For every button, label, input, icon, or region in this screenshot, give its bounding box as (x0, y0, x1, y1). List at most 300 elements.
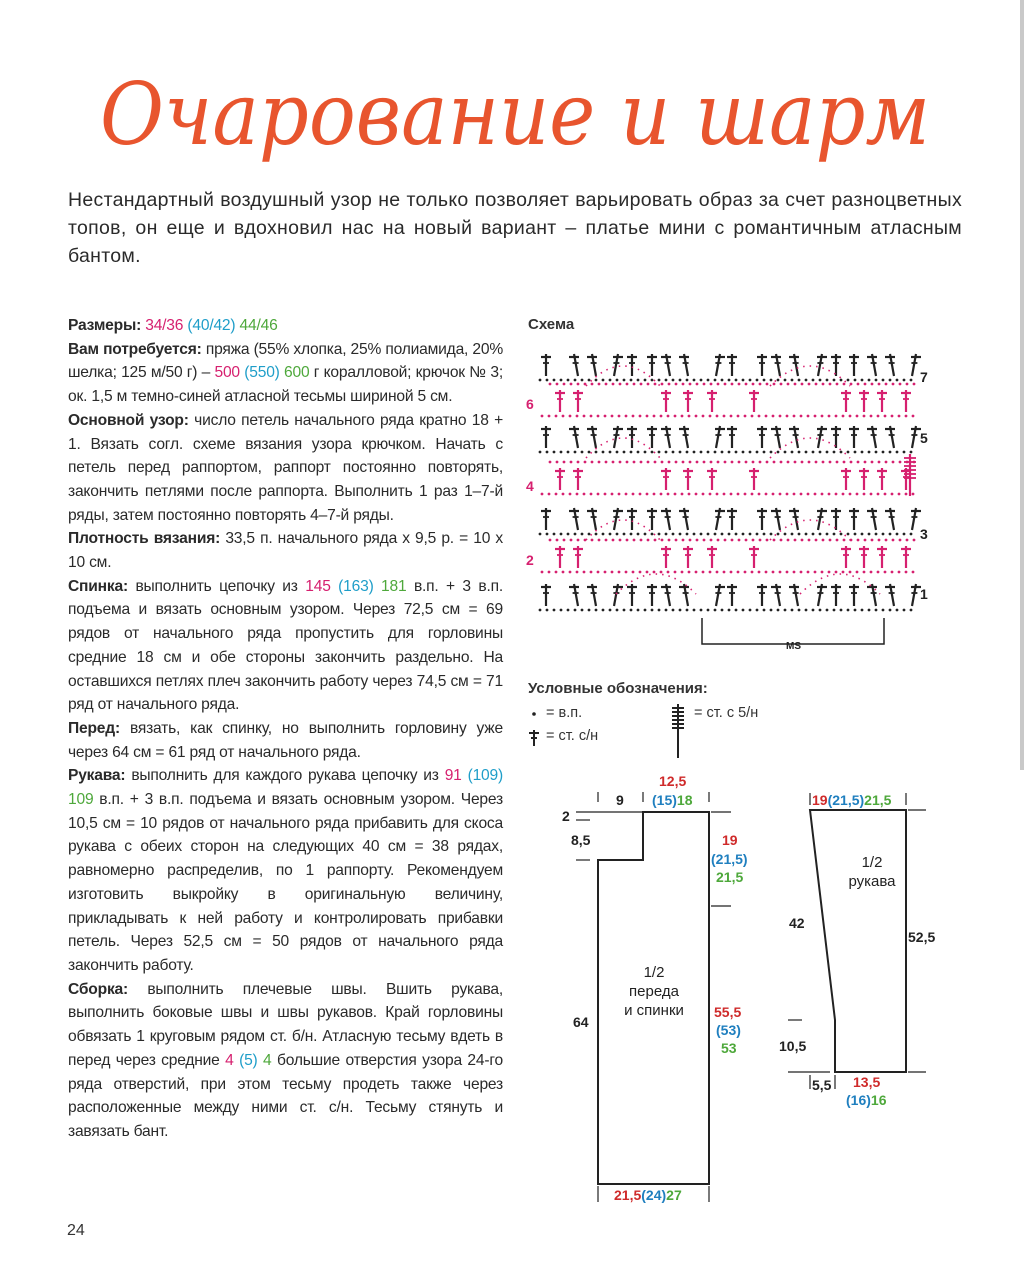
chain-dot (717, 461, 720, 464)
chain-dot (703, 461, 706, 464)
chain-dot (693, 451, 696, 454)
chain-dot (562, 415, 565, 418)
sleeve-top-multi: 19(21,5)21,5 (812, 792, 892, 808)
chain-dot (724, 461, 727, 464)
chain-dot (861, 533, 864, 536)
chain-dot (604, 415, 607, 418)
chain-dot (640, 383, 643, 386)
chain-dot (644, 533, 647, 536)
chain-dot (878, 461, 881, 464)
chain-dot (609, 451, 612, 454)
chain-dot (756, 379, 759, 382)
chain-dot (618, 493, 621, 496)
dc-symbol (529, 730, 539, 746)
chain-dot (812, 379, 815, 382)
chain-dot (665, 379, 668, 382)
chain-dot (700, 533, 703, 536)
chain-dot (903, 451, 906, 454)
chain-dot (567, 533, 570, 536)
row-label-3: 3 (920, 526, 928, 542)
chain-dot (835, 415, 838, 418)
chain-dot (609, 609, 612, 612)
chain-dot (597, 571, 600, 574)
chain-dot (728, 609, 731, 612)
chain-arc (800, 574, 880, 594)
chain-dot (707, 533, 710, 536)
chain-dot (630, 379, 633, 382)
chain-dot (702, 571, 705, 574)
chain-dot (780, 461, 783, 464)
chain-dot (591, 461, 594, 464)
chain-dot (591, 539, 594, 542)
chain-dot (751, 493, 754, 496)
chain-dot (570, 461, 573, 464)
chain-dot (721, 533, 724, 536)
chain-dot (591, 383, 594, 386)
chain-dot (742, 451, 745, 454)
chain-dot (752, 539, 755, 542)
chain-dot (625, 415, 628, 418)
chain-dot (863, 415, 866, 418)
chain-dot (672, 533, 675, 536)
chain-dot (616, 451, 619, 454)
chain-dot (700, 451, 703, 454)
chain-dot (721, 609, 724, 612)
chain-dot (570, 539, 573, 542)
chain-dot (784, 533, 787, 536)
chain-dot (588, 609, 591, 612)
chain-dot (882, 451, 885, 454)
chain-dot (737, 415, 740, 418)
chain-dot (773, 461, 776, 464)
chain-dot (763, 609, 766, 612)
chain-dot (681, 571, 684, 574)
chain-dot (745, 539, 748, 542)
chain-dot (710, 461, 713, 464)
chain-dot (828, 571, 831, 574)
pattern-paragraph: Основной узор: число петель начального ряда кратно 18 + 1. Вязать согл. схеме вязания узора крючком. Начать с петель перед раппортом, раппорт постоянно повторять, закончить петлями после раппорта. Выполнить 1 раз 1–7-й ряды, затем постоянно повторять 4–7-й ряды. (68, 411, 504, 524)
chain-dot (800, 571, 803, 574)
chain-dot (651, 609, 654, 612)
chain-dot (611, 493, 614, 496)
chain-dot (689, 461, 692, 464)
chain-dot (728, 451, 731, 454)
legend-chain-text: = в.п. (546, 705, 583, 721)
chain-dot (833, 379, 836, 382)
chain-dot (651, 451, 654, 454)
chain-dot (646, 493, 649, 496)
chain-dot (892, 461, 895, 464)
chain-dot (742, 379, 745, 382)
chain-dot (730, 493, 733, 496)
chain-dot (791, 533, 794, 536)
chain-dot (906, 539, 909, 542)
sleeve-schematic (770, 785, 970, 1115)
chain-dot (735, 379, 738, 382)
chain-dot (668, 461, 671, 464)
chain-dot (703, 383, 706, 386)
dim-height: 64 (573, 1014, 589, 1030)
sleeve-height: 52,5 (908, 929, 936, 945)
chain-dot (639, 415, 642, 418)
chain-dot (826, 379, 829, 382)
chain-dot (798, 379, 801, 382)
chain-dot (626, 383, 629, 386)
chain-dot (765, 415, 768, 418)
chain-dot (688, 415, 691, 418)
chain-dot (798, 451, 801, 454)
chain-dot (598, 383, 601, 386)
chain-dot (868, 533, 871, 536)
sizes-line: Размеры: 34/36 (40/42) 44/46 (68, 317, 278, 334)
chain-dot (763, 451, 766, 454)
chain-dot (772, 493, 775, 496)
chain-dot (681, 415, 684, 418)
chain-dot (570, 383, 573, 386)
chain-dot (625, 493, 628, 496)
chain-dot (793, 571, 796, 574)
chain-dot (581, 451, 584, 454)
chain-dot (639, 493, 642, 496)
chain-dot (653, 415, 656, 418)
chain-dot (877, 415, 880, 418)
chain-dot (798, 533, 801, 536)
chain-dot (674, 571, 677, 574)
sleeve-bottom-red: 13,5 (853, 1074, 881, 1090)
chain-dot (780, 383, 783, 386)
chain-dot (555, 493, 558, 496)
chain-dot (777, 379, 780, 382)
chain-dot (623, 609, 626, 612)
sleeve-cuff: 10,5 (779, 1038, 807, 1054)
chain-dot (695, 493, 698, 496)
chain-dot (808, 539, 811, 542)
chain-dot (847, 533, 850, 536)
chain-dot (786, 415, 789, 418)
chain-dot (577, 539, 580, 542)
chain-dot (884, 571, 887, 574)
chain-dot (905, 493, 908, 496)
chain-dot (765, 493, 768, 496)
chain-dot (744, 415, 747, 418)
chain-dot (777, 609, 780, 612)
chain-dot (843, 461, 846, 464)
chain-dot (696, 461, 699, 464)
chain-dot (546, 609, 549, 612)
instructions (68, 314, 503, 1144)
page-edge-shadow (1020, 0, 1024, 770)
chain-dot (910, 533, 913, 536)
chain-dot (857, 539, 860, 542)
chain-dot (700, 609, 703, 612)
chain-dot (731, 539, 734, 542)
chain-dot (597, 493, 600, 496)
chain-dot (693, 379, 696, 382)
chain-dot (840, 379, 843, 382)
chain-dot (612, 461, 615, 464)
chain-dot (870, 493, 873, 496)
chain-dot (597, 415, 600, 418)
chain-dot (700, 379, 703, 382)
chain-dot (744, 571, 747, 574)
chain-dot (567, 379, 570, 382)
chain-dot (773, 539, 776, 542)
chain-dot (605, 539, 608, 542)
chain-dot (654, 383, 657, 386)
chain-dot (801, 461, 804, 464)
chain-dot (752, 461, 755, 464)
chain-dot (660, 493, 663, 496)
chain-dot (675, 539, 678, 542)
chain-dot (822, 539, 825, 542)
chain-dot (548, 493, 551, 496)
chain-dot (758, 571, 761, 574)
chain-dot (667, 415, 670, 418)
chain-dot (679, 451, 682, 454)
chain-dot (882, 533, 885, 536)
chain-dot (821, 415, 824, 418)
chain-dot (661, 539, 664, 542)
chain-dot (840, 609, 843, 612)
chain-dot (779, 571, 782, 574)
chain-dot (549, 539, 552, 542)
chain-dot (877, 493, 880, 496)
chain-dot (714, 533, 717, 536)
chain-dot (870, 571, 873, 574)
chain-dot (583, 415, 586, 418)
chain-dot (896, 451, 899, 454)
chain-dot (682, 539, 685, 542)
chain-dot (541, 571, 544, 574)
chain-dot (847, 451, 850, 454)
gauge-paragraph: Плотность вязания: 33,5 п. начального ряда x 9,5 р. = 10 x 10 см. (68, 530, 504, 572)
chain-dot (598, 461, 601, 464)
chain-dot (548, 571, 551, 574)
chain-dot (842, 571, 845, 574)
chain-dot (721, 379, 724, 382)
chain-dot (672, 451, 675, 454)
chain-dot (899, 461, 902, 464)
chain-dot (863, 493, 866, 496)
chain-dot (885, 461, 888, 464)
chain-dot (766, 383, 769, 386)
chain-dot (766, 461, 769, 464)
chain-dot (770, 379, 773, 382)
chain-dot (905, 415, 908, 418)
chain-dot (794, 539, 797, 542)
chain-dot (637, 451, 640, 454)
dim-shoulder-multi: (15)18 (652, 792, 693, 808)
legend-title: Условные обозначения: (528, 680, 708, 697)
chain-dot (759, 383, 762, 386)
dc5-symbol (672, 704, 684, 758)
chain-dot (791, 609, 794, 612)
repeat-bracket (702, 618, 884, 652)
chain-dot (756, 609, 759, 612)
chain-dot (854, 609, 857, 612)
chain-dot (555, 415, 558, 418)
dim-side-green: 53 (721, 1040, 737, 1056)
chain-dot (829, 461, 832, 464)
chain-dot (539, 533, 542, 536)
chain-dot (752, 383, 755, 386)
chain-dot (665, 451, 668, 454)
chain-dot (724, 539, 727, 542)
chain-dot (702, 415, 705, 418)
chain-dot (633, 539, 636, 542)
chain-dot (716, 415, 719, 418)
back-paragraph: Спинка: выполнить цепочку из 145 (163) 181 в.п. + 3 в.п. подъема и вязать основным узором. Через 72,5 см = 69 рядов от начального ряда пропустить для горловины средние 18 см и обе стороны закончить раздельно. На оставшихся петлях плеч закончить работу через 74,5 см = 71 ряд от начального ряда. (68, 577, 503, 714)
chain-dot (826, 451, 829, 454)
chain-arc (770, 366, 850, 386)
chain-dot (689, 539, 692, 542)
chain-dot (793, 415, 796, 418)
chain-dot (737, 571, 740, 574)
chain-dot (618, 571, 621, 574)
chain-dot (829, 539, 832, 542)
chain-dot (899, 539, 902, 542)
chain-dot (826, 533, 829, 536)
chain-dot (619, 383, 622, 386)
chain-dot (854, 451, 857, 454)
chain-dot (623, 533, 626, 536)
chain-dot (632, 493, 635, 496)
chain-dot (840, 533, 843, 536)
chain-dot (884, 415, 887, 418)
chain-dot (616, 609, 619, 612)
chain-dot (710, 383, 713, 386)
chain-dot (604, 493, 607, 496)
chain-dot (576, 415, 579, 418)
chain-dot (693, 533, 696, 536)
chain-dot (735, 451, 738, 454)
chain-dot (847, 609, 850, 612)
chain-dot (567, 609, 570, 612)
scheme-marks (539, 354, 921, 611)
chain-dot (891, 571, 894, 574)
chain-dot (702, 493, 705, 496)
chain-dot (574, 451, 577, 454)
chain-dot (738, 539, 741, 542)
chain-dot (807, 493, 810, 496)
chain-dot (770, 609, 773, 612)
chain-dot (632, 415, 635, 418)
chain-dot (875, 533, 878, 536)
chain-dot (611, 415, 614, 418)
chain-dot (728, 379, 731, 382)
chain-dot (828, 493, 831, 496)
chain-dot (807, 571, 810, 574)
chain-dot (686, 379, 689, 382)
chain-dot (602, 533, 605, 536)
chain-dot (751, 571, 754, 574)
chain-dot (665, 533, 668, 536)
dim-shoulder-depth: 8,5 (571, 832, 591, 848)
chain-dot (912, 571, 915, 574)
chain-dot (714, 451, 717, 454)
chain-dot (647, 539, 650, 542)
chain-dot (681, 493, 684, 496)
chain-dot (584, 461, 587, 464)
chain-dot (849, 493, 852, 496)
chain-dot (588, 379, 591, 382)
chain-dot (695, 571, 698, 574)
chain-dot (646, 415, 649, 418)
chain-dot (857, 461, 860, 464)
chain-dot (563, 461, 566, 464)
chain-dot (696, 539, 699, 542)
chain-dot (539, 609, 542, 612)
chain-dot (644, 379, 647, 382)
chain-dot (598, 539, 601, 542)
chain-dot (562, 571, 565, 574)
chain-dot (658, 533, 661, 536)
chain-dot (651, 533, 654, 536)
chain-dot (661, 383, 664, 386)
chain-dot (864, 461, 867, 464)
chain-dot (714, 379, 717, 382)
chain-dot (548, 415, 551, 418)
chain-dot (801, 539, 804, 542)
chain-dot (553, 533, 556, 536)
crochet-chart (520, 336, 960, 656)
chain-dot (807, 415, 810, 418)
chain-dot (707, 379, 710, 382)
chain-dot (759, 461, 762, 464)
chain-dot (758, 415, 761, 418)
chain-dot (871, 383, 874, 386)
chain-dot (742, 533, 745, 536)
chain-dot (868, 379, 871, 382)
chain-dot (686, 451, 689, 454)
chain-dot (707, 609, 710, 612)
chain-dot (640, 461, 643, 464)
chain-dot (749, 533, 752, 536)
chain-dot (884, 493, 887, 496)
chain-dot (812, 609, 815, 612)
chain-dot (805, 379, 808, 382)
chain-dot (763, 379, 766, 382)
chain-dot (843, 539, 846, 542)
chain-dot (842, 493, 845, 496)
chain-dot (644, 451, 647, 454)
chain-dot (672, 379, 675, 382)
dim-bottom-multi: 21,5(24)27 (614, 1187, 682, 1203)
chain-dot (703, 539, 706, 542)
chain-dot (553, 379, 556, 382)
body-piece-label: 1/2 переда и спинки (624, 964, 684, 1019)
chain-dot (717, 383, 720, 386)
chain-dot (784, 379, 787, 382)
chain-dot (674, 415, 677, 418)
chain-dot (819, 533, 822, 536)
chain-dot (805, 609, 808, 612)
chain-symbol (532, 712, 536, 716)
chain-dot (709, 415, 712, 418)
chain-dot (912, 493, 915, 496)
chain-dot (815, 383, 818, 386)
chain-dot (674, 493, 677, 496)
chain-dot (583, 493, 586, 496)
chain-dot (749, 609, 752, 612)
chain-dot (605, 383, 608, 386)
chain-dot (786, 571, 789, 574)
chain-dot (602, 609, 605, 612)
chain-dot (791, 379, 794, 382)
chain-dot (577, 461, 580, 464)
chain-dot (682, 461, 685, 464)
chain-dot (847, 379, 850, 382)
